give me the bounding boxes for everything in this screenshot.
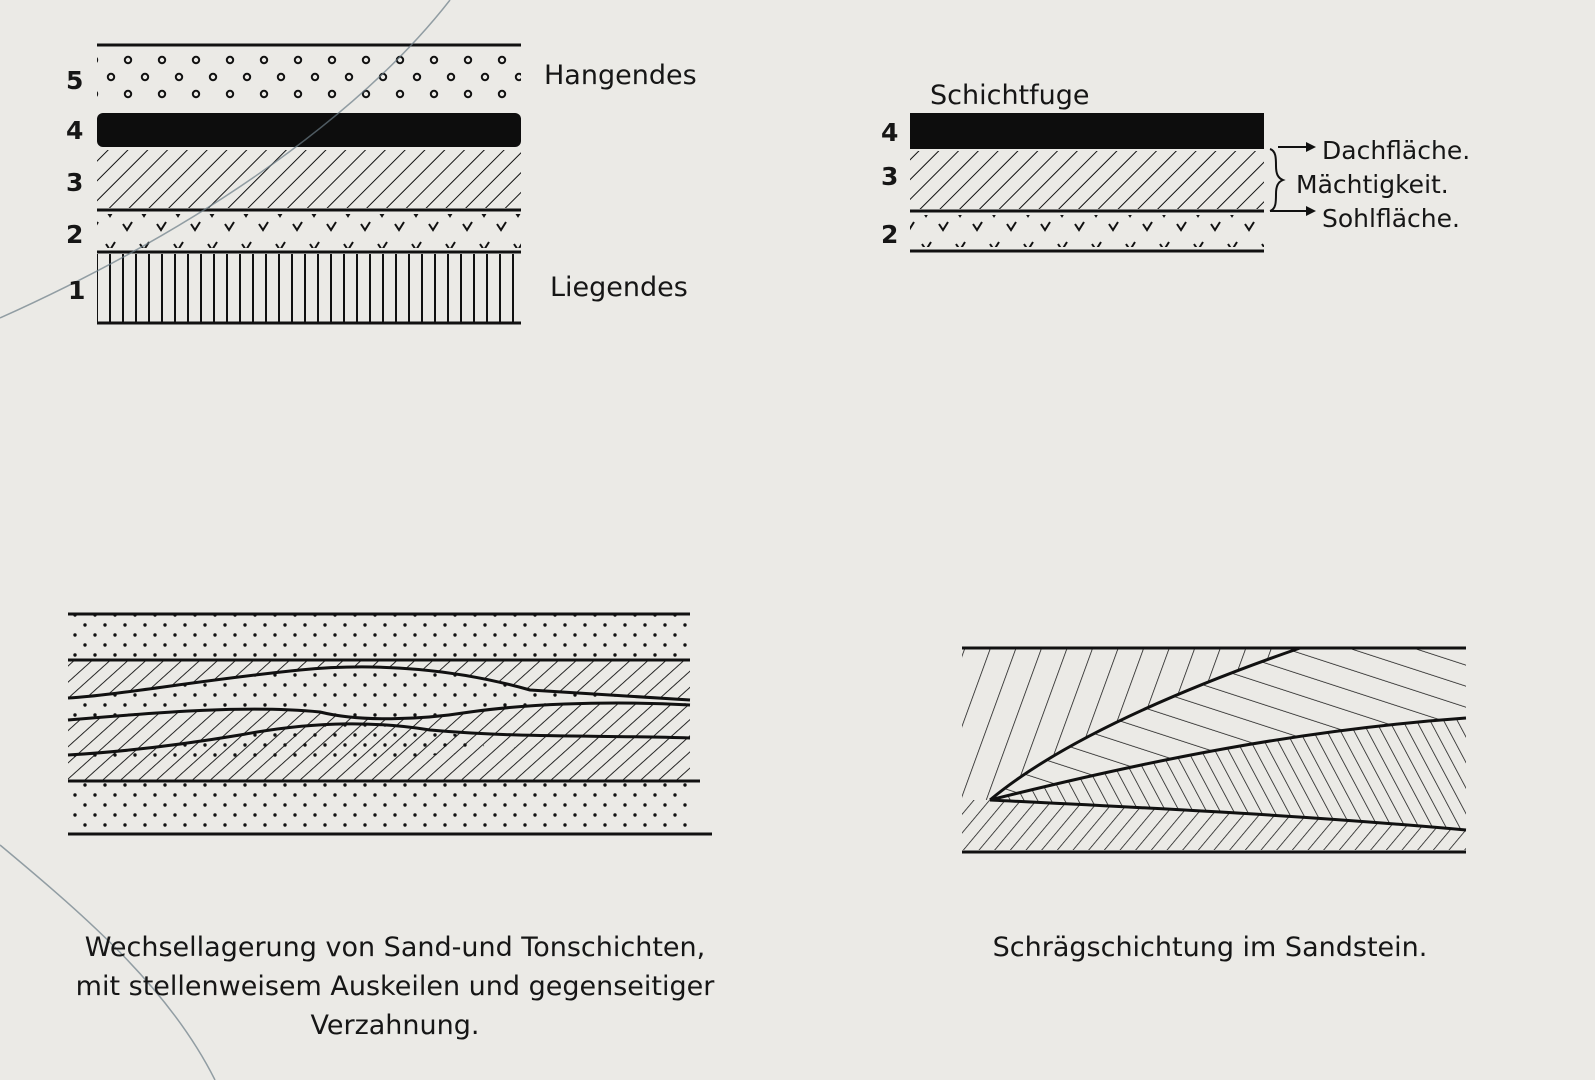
layer-number-1: 1 [68,276,86,305]
interbedding-diagram [68,614,712,834]
cross-bedding-diagram [962,648,1466,852]
caption-line-2: mit stellenweisem Auskeilen und gegenseitiger [75,971,715,1003]
layer-5-conglomerate [97,48,521,106]
roof-arrow-head [1306,142,1316,152]
layer-2-ticks [910,215,1264,247]
layer-4-coal [910,113,1264,149]
maechtigkeit-label: Mächtigkeit. [1296,170,1449,199]
layer-3-hatched [910,151,1264,209]
sand-layer-bottom [68,783,690,833]
layer-number-5: 5 [66,66,84,95]
layer-number-3: 3 [66,168,84,197]
layer-number-2: 2 [66,220,84,249]
layer-number-4: 4 [881,118,899,147]
sand-layer-top [68,614,690,660]
dachflaeche-label: Dachfläche. [1322,136,1471,165]
sole-arrow-head [1306,206,1316,216]
schraegschichtung-caption: Schrägschichtung im Sandstein. [992,932,1428,963]
layer-4-coal [97,113,521,147]
caption-line-1: Wechsellagerung von Sand-und Tonschichten, [84,932,706,963]
layer-number-4: 4 [66,116,84,145]
hangendes-label: Hangendes [544,60,697,91]
layer-sequence-diagram [97,45,521,323]
layer-number-3: 3 [881,162,899,191]
layer-3-hatched [97,150,521,208]
bed-thickness-diagram [910,113,1316,251]
layer-2-ticks [97,214,521,248]
sohlflaeche-label: Sohlfläche. [1322,204,1460,233]
layer-number-2: 2 [881,220,899,249]
thickness-brace [1270,149,1283,211]
layer-1-vertical [97,254,521,322]
caption-line-3: Verzahnung. [310,1010,480,1042]
schichtfuge-label: Schichtfuge [930,80,1090,111]
wechsellagerung-caption [70,928,720,1045]
liegendes-label: Liegendes [550,272,688,303]
